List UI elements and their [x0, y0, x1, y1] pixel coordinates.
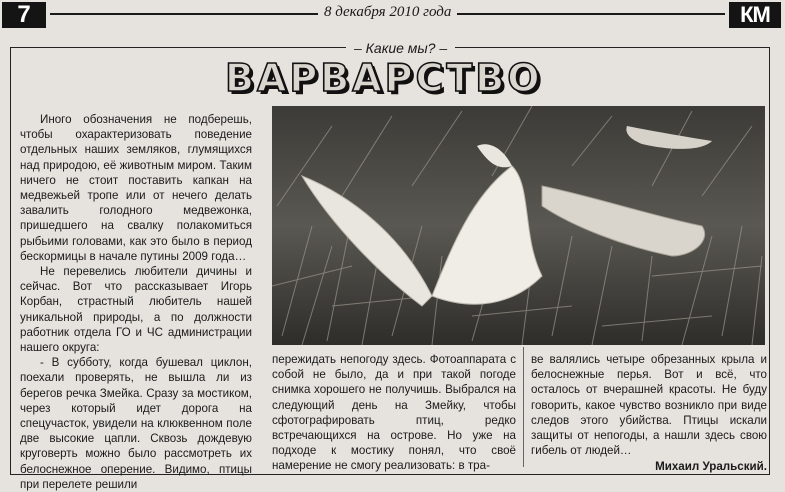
article-photo — [272, 106, 765, 345]
paragraph: пережидать непогоду здесь. Фотоаппарата с собой не было, да и при такой погоде снимка хорошего не получишь. Выбрался на следующий день на Змейку, чтобы сфотографировать птиц, редко встречающихся на острове. Но уже на подходе к мостику понял, что своё намерение не смогу реализовать: в тра- — [272, 353, 516, 473]
paragraph: - В субботу, когда бушевал циклон, поехали проверять, не вышла ли из берегов речка Змейка. Сразу за мостиком, через который идет дорога на спецучасток, увидели на клюквенном поле две высокие цапли. Сквозь дождевую круговерть можно было рассмотреть их белоснежное оперение. Видимо, птицы при перелете решили — [20, 356, 252, 491]
newspaper-logo: КМ — [729, 2, 781, 28]
article-rubric: – Какие мы? – — [346, 40, 455, 56]
article-headline: ВАРВАРСТВО — [225, 56, 543, 100]
page-header — [0, 0, 785, 30]
paragraph: ве валялись четыре обрезанных крыла и белоснежные перья. Вот и всё, что осталось от вчерашней красоты. Не буду говорить, какое чувство возникло при виде следов этого убийства. Птицы искали защиты от непогоды, а нашли здесь свою гибель от людей… — [531, 353, 767, 458]
column-divider — [523, 347, 524, 467]
page-number: 7 — [2, 2, 46, 28]
paragraph: Иного обозначения не подберешь, чтобы охарактеризовать поведение отдельных наших земляков, глумящихся над природою, её животным миром. Таким ничего не стоит поставить капкан на медвежьей тропе или от нечего делать завалить голодного медвежонка, пришедшего на свалку полакомиться рыбьими головами, как это было в период бескормицы в начале путины 2009 года… — [20, 113, 252, 263]
article-column-1 — [20, 112, 252, 492]
article-author: Михаил Уральский. — [655, 460, 767, 474]
issue-date: 8 декабря 2010 года — [318, 4, 457, 21]
article-column-2 — [272, 352, 516, 474]
article-column-3 — [531, 352, 767, 475]
paragraph: Не перевелись любители дичины и сейчас. Вот что рассказывает Игорь Корбан, страстный любитель нашей уникальной природы, а по должности работник отдела ГО и ЧС администрации нашего округа: — [20, 265, 252, 355]
